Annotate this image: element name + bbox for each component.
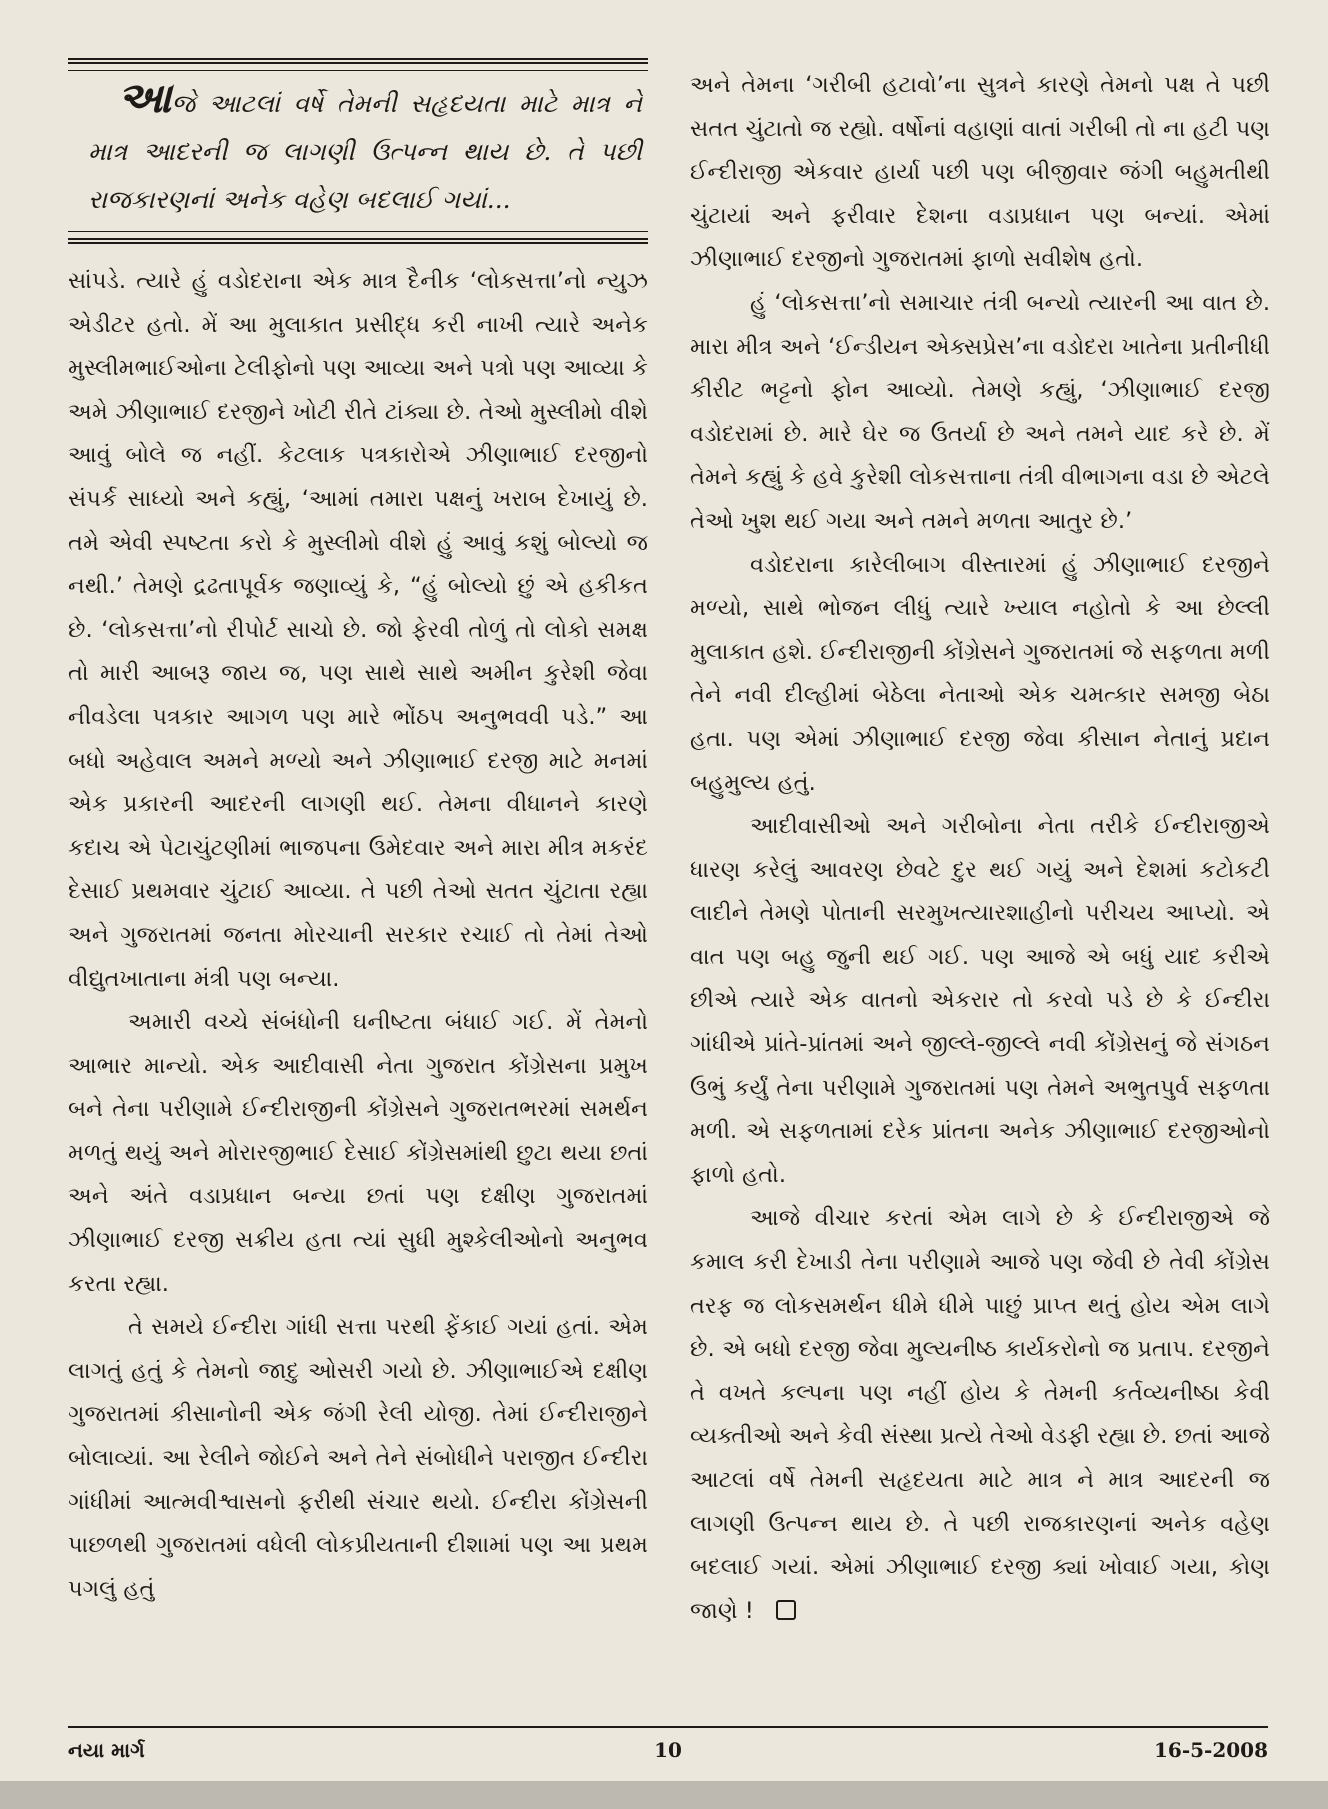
right-column xyxy=(690,64,1270,1633)
pull-quote-dropcap: આ xyxy=(118,73,172,122)
footer-date: 16-5-2008 xyxy=(1153,1738,1268,1762)
pull-quote xyxy=(68,58,648,244)
left-paragraph-3: તે સમયે ઈન્દીરા ગાંધી સત્તા પરથી ફેંકાઈ ગયાં હતાં. એમ લાગતું હતું કે તેમનો જાદુ ઓસરી ગયો છે. ઝીણાભાઈએ દક્ષીણ ગુજરાતમાં કીસાનોની એક જંગી રેલી યોજી. તેમાં ઈન્દીરાજીને બોલાવ્યાં. આ રેલીને જોઈને અને તેને સંબોધીને પરાજીત ઈન્દીરા ગાંધીમાં આત્મવીશ્વાસનો ફરીથી સંચાર થયો. ઈન્દીરા કોંગ્રેસની પાછળથી ગુજરાતમાં વધેલી લોકપ્રીયતાની દીશામાં પણ આ પ્રથમ પગલું હતું xyxy=(68,1314,648,1602)
end-mark-icon xyxy=(776,1600,796,1620)
right-paragraph-5-text: આજે વીચાર કરતાં એમ લાગે છે કે ઈન્દીરાજીએ જે કમાલ કરી દેખાડી તેના પરીણામે આજે પણ જેવી છે તેવી કોંગ્રેસ તરફ જ લોકસમર્થન ધીમે ધીમે પાછું પ્રાપ્ત થતું હોય એમ લાગે છે. એ બધો દરજી જેવા મુલ્યનીષ્ઠ કાર્યકરોનો જ પ્રતાપ. દરજીને તે વખતે કલ્પના પણ નહીં હોય કે તેમની કર્તવ્યનીષ્ઠા કેવી વ્યક્તીઓ અને કેવી સંસ્થા પ્રત્યે તેઓ વેડફી રહ્યા છે. છતાં આજે આટલાં વર્ષે તેમની સહૃદયતા માટે માત્ર ને માત્ર આદરની જ લાગણી ઉત્પન્ન થાય છે. તે પછી રાજકારણનાં અનેક વહેણ બદલાઈ ગયાં. એમાં ઝીણાભાઈ દરજી ક્યાં ખોવાઈ ગયા, કોણ જાણે ! xyxy=(690,1205,1270,1624)
right-paragraph-4: આદીવાસીઓ અને ગરીબોના નેતા તરીકે ઈન્દીરાજીએ ધારણ કરેલું આવરણ છેવટે દુર થઈ ગયું અને દેશમાં કટોકટી લાદીને તેમણે પોતાની સરમુખત્યારશાહીનો પરીચય આપ્યો. એ વાત પણ બહુ જુની થઈ ગઈ. પણ આજે એ બધું યાદ કરીએ છીએ ત્યારે એક વાતનો એકરાર તો કરવો પડે છે કે ઈન્દીરા ગાંધીએ પ્રાંતે-પ્રાંતમાં અને જીલ્લે-જીલ્લે નવી કોંગ્રેસનું જે સંગઠન ઉભું કર્યું તેના પરીણામે ગુજરાતમાં પણ તેમને અભુતપુર્વ સફળતા મળી. એ સફળતામાં દરેક પ્રાંતના અનેક ઝીણાભાઈ દરજીઓનો ફાળો હતો. xyxy=(690,813,1270,1188)
right-paragraph-3: વડોદરાના કારેલીબાગ વીસ્તારમાં હું ઝીણાભાઈ દરજીને મળ્યો, સાથે ભોજન લીધું ત્યારે ખ્યાલ નહોતો કે આ છેલ્લી મુલાકાત હશે. ઈન્દીરાજીની કોંગ્રેસને ગુજરાતમાં જે સફળતા મળી તેને નવી દીલ્હીમાં બેઠેલા નેતાઓ એક ચમત્કાર સમજી બેઠા હતા. પણ એમાં ઝીણાભાઈ દરજી જેવા કીસાન નેતાનું પ્રદાન બહુમુલ્ય હતું. xyxy=(690,551,1270,796)
right-paragraph-2: હું ‘લોકસત્તા’નો સમાચાર તંત્રી બન્યો ત્યારની આ વાત છે. મારા મીત્ર અને ‘ઈન્ડીયન એક્સપ્રેસ’ના વડોદરા ખાતેના પ્રતીનીધી કીરીટ ભટ્ટનો ફોન આવ્યો. તેમણે કહ્યું, ‘ઝીણાભાઈ દરજી વડોદરામાં છે. મારે ઘેર જ ઉતર્યા છે અને તમને યાદ કરે છે. મેં તેમને કહ્યું કે હવે કુરેશી લોકસત્તાના તંત્રી વીભાગના વડા છે એટલે તેઓ ખુશ થઈ ગયા અને તમને મળતા આતુર છે.’ xyxy=(690,289,1270,534)
left-paragraph-2: અમારી વચ્ચે સંબંધોની ઘનીષ્ટતા બંધાઈ ગઈ. મેં તેમનો આભાર માન્યો. એક આદીવાસી નેતા ગુજરાત કોંગ્રેસના પ્રમુખ બને તેના પરીણામે ઈન્દીરાજીની કોંગ્રેસને ગુજરાતભરમાં સમર્થન મળતું થયું અને મોરારજીભાઈ દેસાઈ કોંગ્રેસમાંથી છુટા થયા છતાં અને અંતે વડાપ્રધાન બન્યા છતાં પણ દક્ષીણ ગુજરાતમાં ઝીણાભાઈ દરજી સક્રીય હતા ત્યાં સુધી મુશ્કેલીઓનો અનુભવ કરતા રહ્યા. xyxy=(68,1009,648,1297)
right-paragraph-1: અને તેમના ‘ગરીબી હટાવો’ના સુત્રને કારણે તેમનો પક્ષ તે પછી સતત ચુંટાતો જ રહ્યો. વર્ષોનાં વહાણાં વાતાં ગરીબી તો ના હટી પણ ઈન્દીરાજી એકવાર હાર્યા પછી પણ બીજીવાર જંગી બહુમતીથી ચુંટાયાં અને ફરીવાર દેશના વડાપ્રધાન પણ બન્યાં. એમાં ઝીણાભાઈ દરજીનો ગુજરાતમાં ફાળો સવીશેષ હતો. xyxy=(690,72,1270,273)
left-paragraph-1: સાંપડે. ત્યારે હું વડોદરાના એક માત્ર દૈનીક ‘લોકસત્તા’નો ન્યુઝ એડીટર હતો. મેં આ મુલાકાત પ્રસીદ્ધ કરી નાખી ત્યારે અનેક મુસ્લીમભાઈઓના ટેલીફોનો પણ આવ્યા અને પત્રો પણ આવ્યા કે અમે ઝીણાભાઈ દરજીને ખોટી રીતે ટાંક્યા છે. તેઓ મુસ્લીમો વીશે આવું બોલે જ નહીં. કેટલાક પત્રકારોએ ઝીણાભાઈ દરજીનો સંપર્ક સાધ્યો અને કહ્યું, ‘આમાં તમારા પક્ષનું ખરાબ દેખાયું છે. તમે એવી સ્પષ્ટતા કરો કે મુસ્લીમો વીશે હું આવું કશું બોલ્યો જ નથી.’ તેમણે દ્રઢતાપૂર્વક જણાવ્યું કે, “હું બોલ્યો છું એ હકીકત છે. ‘લોકસત્તા’નો રીપોર્ટ સાચો છે. જો ફેરવી તોળું તો લોકો સમક્ષ તો મારી આબરૂ જાય જ, પણ સાથે સાથે અમીન કુરેશી જેવા નીવડેલા પત્રકાર આગળ પણ મારે ભોંઠપ અનુભવવી પડે.” આ બધો અહેવાલ અમને મળ્યો અને ઝીણાભાઈ દરજી માટે મનમાં એક પ્રકારની આદરની લાગણી થઈ. તેમના વીધાનને કારણે કદાચ એ પેટાચુંટણીમાં ભાજપના ઉમેદવાર અને મારા મીત્ર મકરંદ દેસાઈ પ્રથમવાર ચુંટાઈ આવ્યા. તે પછી તેઓ સતત ચુંટાતા રહ્યા અને ગુજરાતમાં જનતા મોરચાની સરકાર રચાઈ તો તેમાં તેઓ વીદ્યુતખાતાના મંત્રી પણ બન્યા. xyxy=(68,268,648,992)
footer-page-number: 10 xyxy=(654,1738,682,1762)
right-paragraph-5 xyxy=(690,1197,1270,1633)
scan-bottom-strip xyxy=(0,1781,1328,1809)
page-footer xyxy=(68,1726,1268,1768)
pull-quote-text: જે આટલાં વર્ષે તેમની સહૃદયતા માટે માત્ર ને માત્ર આદરની જ લાગણી ઉત્પન્ન થાય છે. તે પછી રાજકારણનાં અનેક વહેણ બદલાઈ ગયાં... xyxy=(88,89,642,214)
footer-publication: નયા માર્ગ xyxy=(68,1738,145,1762)
left-column xyxy=(68,58,648,1611)
